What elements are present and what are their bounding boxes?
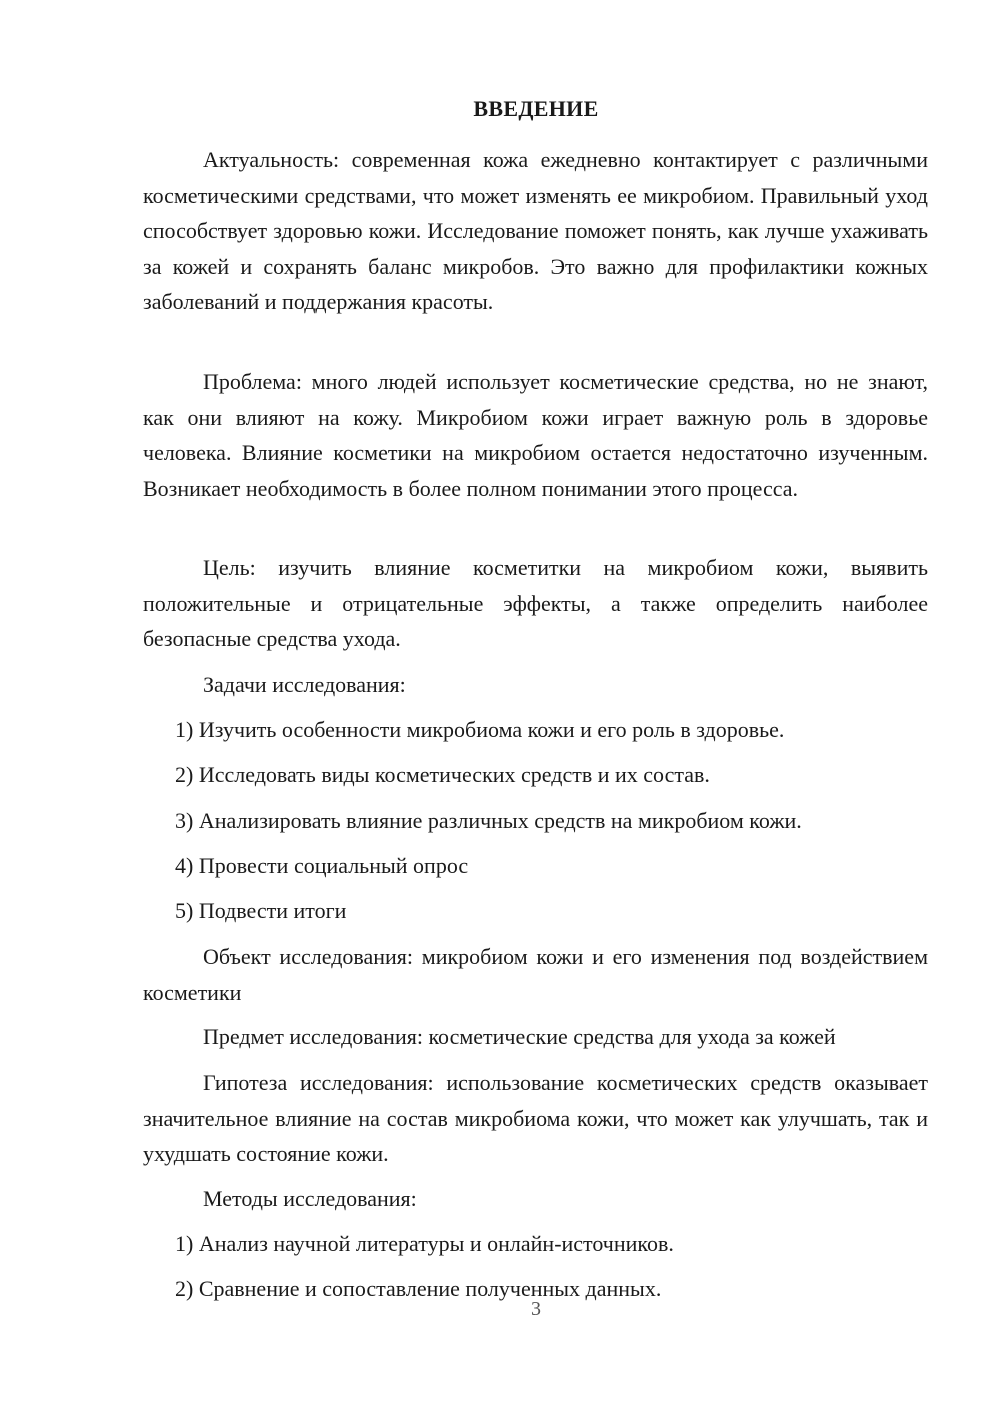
tasks-heading: Задачи исследования: [203, 672, 406, 697]
problem-paragraph: Проблема: много людей использует косметические средства, но не знают, как они влияют на кожу. Микробиом кожи играет важную роль в здоровье человека. Влияние косметики на микробиом остается недостаточно изученным. Возникает необходимость в более полном понимании этого процесса. [143, 369, 928, 501]
goal-paragraph: Цель: изучить влияние косметитки на микробиом кожи, выявить положительные и отрицательные эффекты, а также определить наиболее безопасные средства ухода. [143, 555, 928, 651]
section-title: ВВЕДЕНИЕ [473, 96, 599, 121]
object-paragraph: Объект исследования: микробиом кожи и его изменения под воздействием косметики [143, 944, 928, 1005]
task-item: 5) Подвести итоги [175, 898, 347, 923]
task-item: 3) Анализировать влияние различных средств на микробиом кожи. [175, 808, 802, 833]
page-number: 3 [531, 1298, 541, 1320]
method-item: 1) Анализ научной литературы и онлайн-источников. [175, 1231, 674, 1256]
hypothesis-paragraph: Гипотеза исследования: использование косметических средств оказывает значительное влияние на состав микробиома кожи, что может как улучшать, так и ухудшать состояние кожи. [143, 1070, 928, 1166]
task-item: 1) Изучить особенности микробиома кожи и его роль в здоровье. [175, 717, 785, 742]
task-item: 4) Провести социальный опрос [175, 853, 469, 878]
task-item: 2) Исследовать виды косметических средств и их состав. [175, 762, 710, 787]
relevance-paragraph: Актуальность: современная кожа ежедневно контактирует с различными косметическими средствами, что может изменять ее микробиом. Правильный уход способствует здоровью кожи. Исследование поможет понять, как лучше ухаживать за кожей и сохранять баланс микробов. Это важно для профилактики кожных заболеваний и поддержания красоты. [143, 147, 928, 314]
methods-heading: Методы исследования: [203, 1186, 417, 1211]
method-item: 2) Сравнение и сопоставление полученных данных. [175, 1276, 662, 1301]
subject-paragraph: Предмет исследования: косметические средства для ухода за кожей [203, 1024, 836, 1049]
